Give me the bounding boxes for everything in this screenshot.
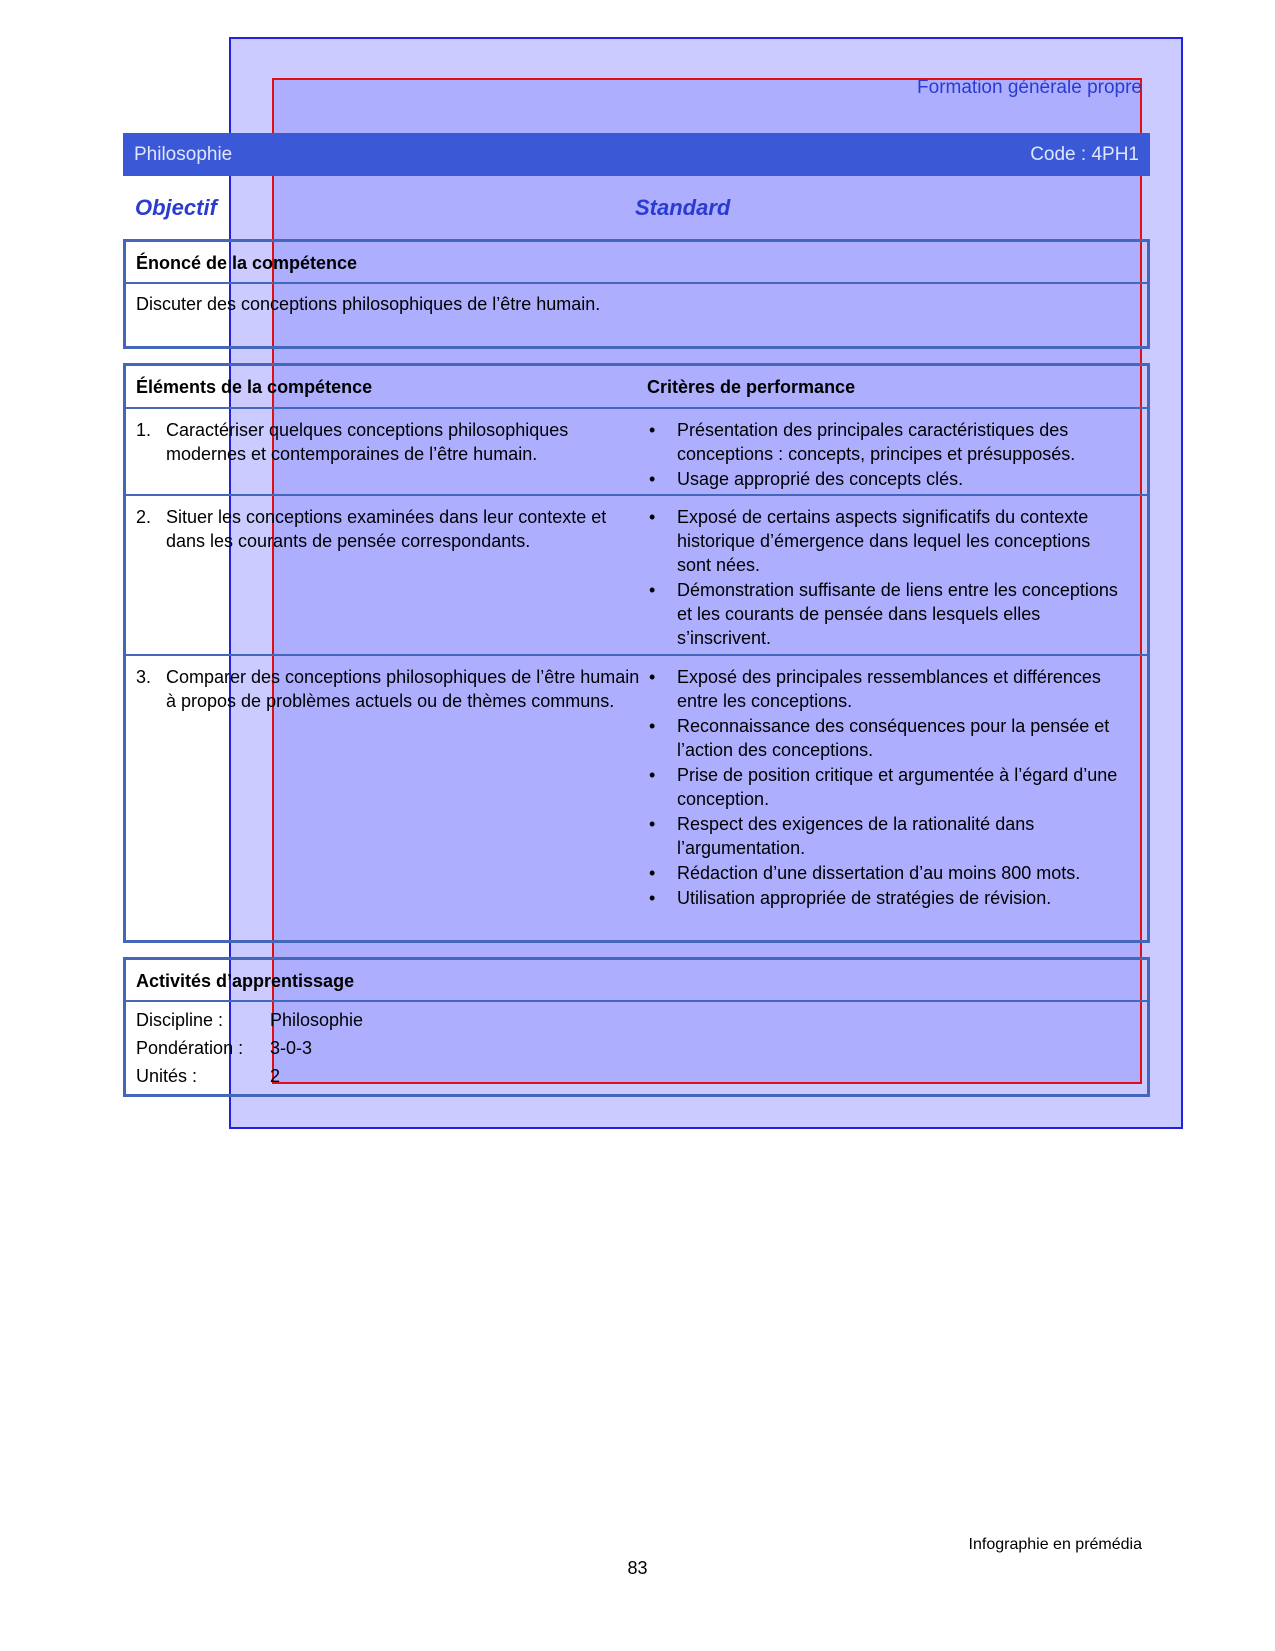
enonce-heading: Énoncé de la compétence: [126, 242, 1147, 284]
criterion-item: • Usage approprié des concepts clés.: [647, 467, 1127, 491]
elements-header-row: [126, 366, 1147, 409]
criterion-item: • Prise de position critique et argumentée à l’égard d’une conception.: [647, 763, 1127, 811]
footer-program: Infographie en prémédia: [968, 1536, 1142, 1553]
element-text: 1. Caractériser quelques conceptions philosophiques modernes et contemporaines de l’être humain.: [136, 420, 569, 464]
objectif-standard-row: [135, 195, 1150, 225]
activites-heading: Activités d’apprentissage: [126, 960, 1147, 1002]
criteria-list: [647, 418, 1127, 492]
course-title-bar: [123, 133, 1150, 176]
criteria-list: [647, 665, 1127, 911]
element-row-3: [126, 656, 1147, 940]
page-number: 83: [627, 1558, 648, 1578]
criteres-heading: Critères de performance: [647, 377, 856, 397]
elements-heading: Éléments de la compétence: [136, 377, 373, 397]
element-row-1: [126, 409, 1147, 496]
enonce-text: Discuter des conceptions philosophiques de l’être humain.: [136, 294, 601, 314]
code-label: Code :: [1030, 143, 1087, 165]
course-discipline: Philosophie: [134, 143, 233, 165]
criterion-item: • Exposé des principales ressemblances et différences entre les conceptions.: [647, 665, 1127, 713]
enonce-section: [123, 239, 1150, 349]
elements-section: [123, 363, 1150, 943]
criterion-item: • Présentation des principales caractéristiques des conceptions : concepts, principes et présupposés.: [647, 418, 1127, 466]
course-code: [1030, 144, 1139, 166]
criterion-item: • Exposé de certains aspects significatifs du contexte historique d’émergence dans lequel les conceptions sont nées.: [647, 505, 1127, 577]
element-text: 3. Comparer des conceptions philosophiques de l’être humain à propos de problèmes actuels ou de thèmes communs.: [136, 667, 640, 711]
criterion-item: • Démonstration suffisante de liens entre les conceptions et les courants de pensée dans lesquels elles s’inscrivent.: [647, 578, 1127, 650]
unites-line: Unités : 2: [136, 1066, 281, 1086]
activites-section: [123, 957, 1150, 1097]
element-row-2: [126, 496, 1147, 656]
ponderation-line: Pondération : 3-0-3: [136, 1038, 313, 1058]
criterion-item: • Reconnaissance des conséquences pour la pensée et l’action des conceptions.: [647, 714, 1127, 762]
activites-meta: [126, 1002, 1147, 1094]
criterion-item: • Utilisation appropriée de stratégies de révision.: [647, 886, 1127, 910]
element-text: 2. Situer les conceptions examinées dans leur contexte et dans les courants de pensée correspondants.: [136, 507, 607, 551]
criteria-list: [647, 505, 1127, 651]
standard-label: Standard: [635, 195, 731, 220]
objectif-label: Objectif: [135, 195, 217, 220]
discipline-line: Discipline : Philosophie: [136, 1010, 364, 1030]
program-header: Formation générale propre: [917, 77, 1142, 98]
criterion-item: • Rédaction d’une dissertation d’au moins 800 mots.: [647, 861, 1127, 885]
criterion-item: • Respect des exigences de la rationalité dans l’argumentation.: [647, 812, 1127, 860]
code-value: 4PH1: [1091, 143, 1139, 165]
